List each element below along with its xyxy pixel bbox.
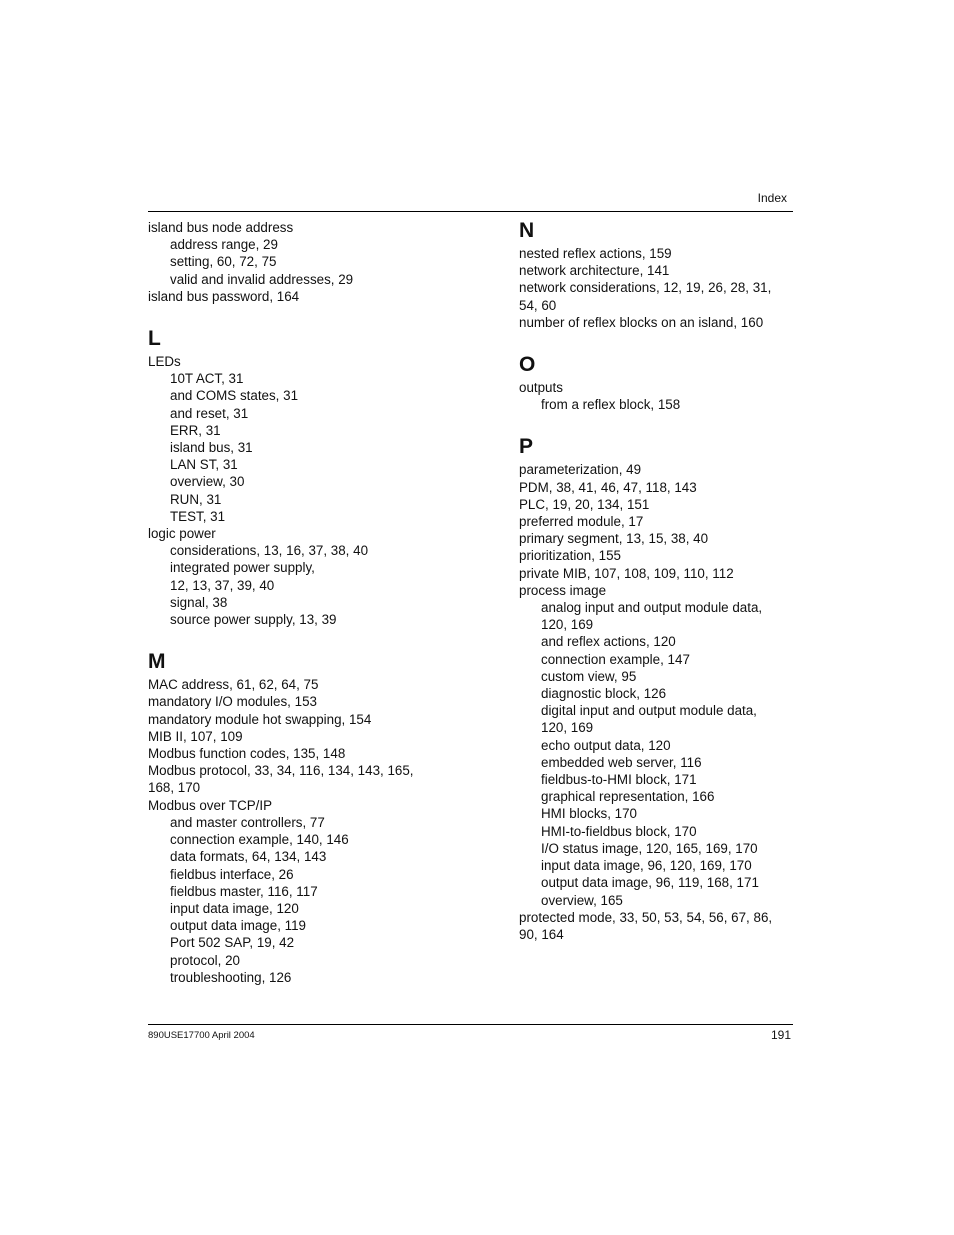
index-letter-heading: P	[519, 435, 534, 459]
index-entry: 54, 60	[519, 297, 557, 313]
index-subentry: 10T ACT, 31	[170, 371, 244, 387]
header-rule	[148, 211, 793, 212]
index-column-right	[519, 219, 793, 943]
index-subentry: output data image, 96, 119, 168, 171	[541, 875, 759, 891]
index-subentry: RUN, 31	[170, 491, 222, 507]
index-entry: private MIB, 107, 108, 109, 110, 112	[519, 565, 734, 581]
index-entry: Modbus function codes, 135, 148	[148, 746, 346, 762]
index-subentry: analog input and output module data,	[541, 600, 763, 616]
index-entry: preferred module, 17	[519, 514, 644, 530]
index-subentry: echo output data, 120	[541, 737, 671, 753]
index-entry: network considerations, 12, 19, 26, 28, 31,	[519, 280, 772, 296]
index-subentry: 120, 169	[541, 720, 594, 736]
index-subentry: diagnostic block, 126	[541, 686, 667, 702]
index-entry: nested reflex actions, 159	[519, 246, 672, 261]
index-section	[519, 435, 793, 943]
index-entry: PDM, 38, 41, 46, 47, 118, 143	[519, 479, 697, 495]
index-entry: LEDs	[148, 354, 181, 370]
index-subentry: and reset, 31	[170, 405, 249, 421]
index-subentry: HMI-to-fieldbus block, 170	[541, 823, 697, 839]
index-subentry: and COMS states, 31	[170, 388, 299, 404]
index-subentry: overview, 30	[170, 474, 245, 490]
index-subentry: integrated power supply,	[170, 560, 315, 576]
index-entry: Modbus protocol, 33, 34, 116, 134, 143, 165,	[148, 763, 414, 779]
index-subentry: custom view, 95	[541, 668, 637, 684]
index-subentry: protocol, 20	[170, 952, 240, 968]
index-subentry: output data image, 119	[170, 918, 306, 934]
index-subentry: data formats, 64, 134, 143	[170, 849, 327, 865]
index-entry: mandatory I/O modules, 153	[148, 694, 317, 710]
index-section	[148, 650, 448, 986]
index-subentry: and master controllers, 77	[170, 814, 325, 830]
index-subentry: connection example, 147	[541, 651, 690, 667]
index-entry: Modbus over TCP/IP	[148, 797, 273, 813]
index-column-left	[148, 219, 448, 986]
index-section	[519, 219, 793, 331]
index-subentry: setting, 60, 72, 75	[170, 254, 277, 270]
index-subentry: fieldbus-to-HMI block, 171	[541, 772, 697, 788]
index-entry: parameterization, 49	[519, 462, 642, 478]
footer-rule	[148, 1024, 793, 1025]
index-subentry: Port 502 SAP, 19, 42	[170, 935, 295, 951]
index-subentry: fieldbus interface, 26	[170, 866, 294, 882]
index-subentry: graphical representation, 166	[541, 789, 715, 805]
index-subentry: TEST, 31	[170, 508, 226, 524]
index-entry: number of reflex blocks on an island, 160	[519, 314, 764, 330]
index-entry: MIB II, 107, 109	[148, 728, 243, 744]
footer-document-id: 890USE17700 April 2004	[148, 1030, 255, 1041]
index-subentry: ERR, 31	[170, 422, 221, 438]
index-section	[148, 219, 448, 305]
index-subentry: overview, 165	[541, 892, 623, 908]
index-entry: 90, 164	[519, 926, 564, 942]
index-entry: island bus password, 164	[148, 288, 300, 304]
index-letter-heading: O	[519, 353, 536, 377]
index-subentry: valid and invalid addresses, 29	[170, 271, 354, 287]
index-subentry: I/O status image, 120, 165, 169, 170	[541, 840, 758, 856]
index-subentry: HMI blocks, 170	[541, 806, 638, 822]
index-subentry: signal, 38	[170, 594, 228, 610]
index-subentry: 12, 13, 37, 39, 40	[170, 577, 275, 593]
index-entry: process image	[519, 582, 607, 598]
index-subentry: 120, 169	[541, 617, 594, 633]
index-subentry: from a reflex block, 158	[541, 397, 681, 413]
index-subentry: considerations, 13, 16, 37, 38, 40	[170, 543, 369, 559]
index-section	[519, 353, 793, 413]
index-entry: primary segment, 13, 15, 38, 40	[519, 531, 709, 547]
index-entry: outputs	[519, 380, 563, 396]
index-entry: logic power	[148, 526, 216, 542]
index-subentry: digital input and output module data,	[541, 703, 757, 719]
index-subentry: island bus, 31	[170, 440, 253, 456]
index-entry: network architecture, 141	[519, 263, 670, 279]
index-subentry: source power supply, 13, 39	[170, 612, 337, 628]
index-entry: MAC address, 61, 62, 64, 75	[148, 677, 319, 693]
index-subentry: connection example, 140, 146	[170, 832, 349, 848]
index-entry: protected mode, 33, 50, 53, 54, 56, 67, 86,	[519, 909, 773, 925]
index-subentry: input data image, 96, 120, 169, 170	[541, 858, 752, 874]
index-section	[148, 327, 448, 628]
index-entry: mandatory module hot swapping, 154	[148, 711, 372, 727]
index-letter-heading: L	[148, 327, 161, 351]
index-subentry: fieldbus master, 116, 117	[170, 883, 318, 899]
index-letter-heading: M	[148, 650, 166, 674]
index-subentry: and reflex actions, 120	[541, 634, 676, 650]
index-entry: PLC, 19, 20, 134, 151	[519, 496, 650, 512]
running-header: Index	[757, 191, 787, 205]
index-entry: island bus node address	[148, 220, 294, 235]
index-subentry: LAN ST, 31	[170, 457, 238, 473]
page-number: 191	[770, 1028, 791, 1042]
index-subentry: embedded web server, 116	[541, 754, 702, 770]
index-entry: 168, 170	[148, 780, 201, 796]
index-subentry: address range, 29	[170, 237, 278, 253]
index-subentry: input data image, 120	[170, 900, 299, 916]
index-subentry: troubleshooting, 126	[170, 969, 292, 985]
index-letter-heading: N	[519, 219, 535, 242]
index-entry: prioritization, 155	[519, 548, 621, 564]
